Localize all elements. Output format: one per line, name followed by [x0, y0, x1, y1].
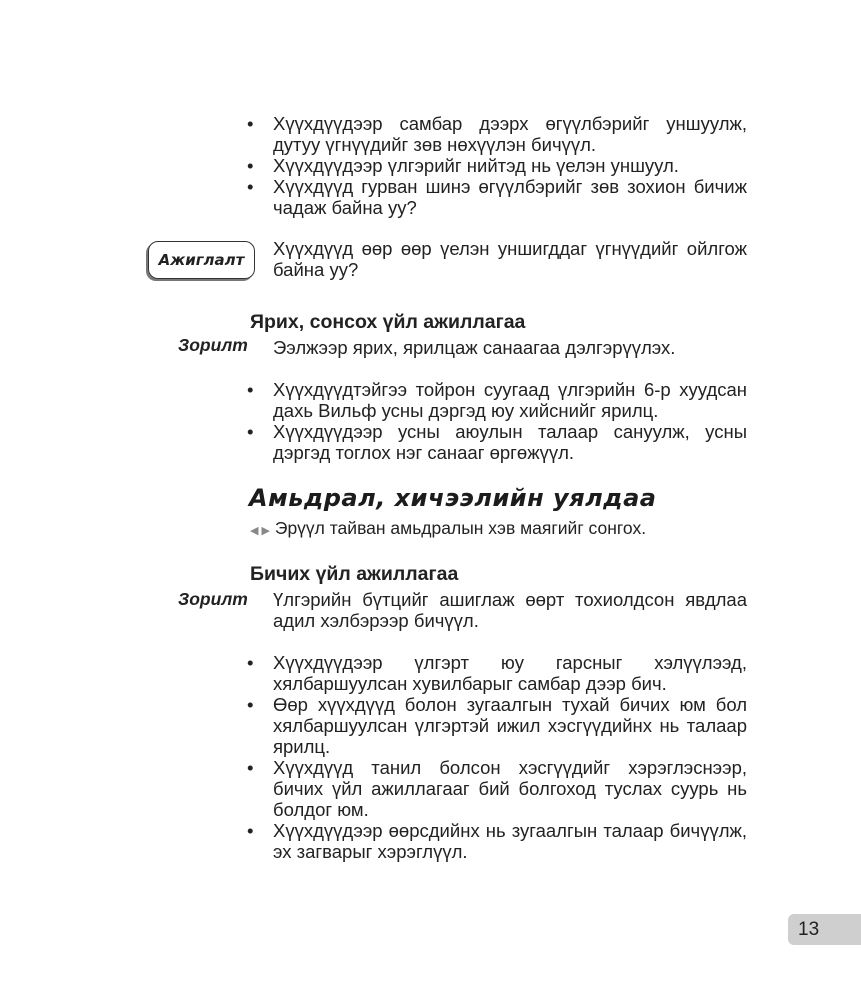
speaking-bullet-list	[247, 379, 747, 463]
life-connection-title: Амьдрал, хичээлийн уялдаа	[249, 484, 657, 512]
page-number-tab	[788, 914, 861, 945]
bullet-icon: •	[247, 820, 254, 841]
bullet-icon: •	[247, 421, 254, 442]
bullet-icon: •	[247, 757, 254, 778]
speaking-goal-label: Зорилт	[178, 335, 248, 355]
bullet-icon: •	[247, 176, 254, 197]
writing-bullet-list	[247, 652, 747, 862]
list-item: • Хүүхдүүдээр үлгэрийг нийтэд нь үелэн уншуул.	[247, 155, 679, 176]
list-item: • Хүүхдүүд танил болсон хэсгүүдийг хэрэглэснээр, бичих үйл ажиллагааг бий болгоход туслах суурь нь болдог юм.	[247, 757, 747, 820]
bullet-icon: •	[247, 155, 254, 176]
speaking-goal-text: Ээлжээр ярих, ярилцаж санаагаа дэлгэрүүлэх.	[273, 337, 676, 358]
bullet-icon: •	[247, 379, 254, 400]
observation-text: Хүүхдүүд өөр өөр үелэн уншигддаг үгнүүдийг ойлгож байна уу?	[273, 238, 747, 280]
life-connection-line	[250, 517, 646, 542]
list-item: • Хүүхдүүдээр өөрсдийнх нь зугаалгын талаар бичүүлж, эх загварыг хэрэглүүл.	[247, 820, 747, 862]
speaking-heading: Ярих, сонсох үйл ажиллагаа	[250, 311, 526, 333]
list-item: • Хүүхдүүдтэйгээ тойрон суугаад үлгэрийн 6-р хуудсан дахь Вильф усны дэргэд юу хийснийг ярилц.	[247, 379, 747, 421]
writing-goal-label: Зорилт	[178, 589, 248, 609]
bullet-icon: •	[247, 652, 254, 673]
list-item: • Өөр хүүхдүүд болон зугаалгын тухай бичих юм бол хялбаршуулсан үлгэртэй ижил хэсгүүдийнх нь талаар ярилц.	[247, 694, 747, 757]
list-item: • Хүүхдүүд гурван шинэ өгүүлбэрийг зөв зохион бичиж чадаж байна уу?	[247, 176, 747, 218]
writing-goal-text: Үлгэрийн бүтцийг ашиглаж өөрт тохиолдсон явдлаа адил хэлбэрээр бичүүл.	[273, 589, 747, 631]
page-number: 13	[798, 918, 820, 940]
arrows-icon: ◀ ▶	[250, 525, 270, 537]
list-item: • Хүүхдүүдээр самбар дээрх өгүүлбэрийг уншуулж, дутуу үгнүүдийг зөв нөхүүлэн бичүүл.	[247, 113, 747, 155]
life-connection-text: Эрүүл тайван амьдралын хэв маягийг сонгох.	[274, 518, 647, 538]
list-item: • Хүүхдүүдээр үлгэрт юу гарсныг хэлүүлээд, хялбаршуулсан хувилбарыг самбар дээр бич.	[247, 652, 747, 694]
bullet-icon: •	[247, 694, 254, 715]
observation-badge	[148, 241, 255, 279]
writing-heading: Бичих үйл ажиллагаа	[250, 563, 459, 585]
bullet-icon: •	[247, 113, 254, 134]
list-item: • Хүүхдүүдээр усны аюулын талаар сануулж, усны дэргэд тоглох нэг санааг өргөжүүл.	[247, 421, 747, 463]
top-bullet-list	[247, 113, 747, 218]
observation-label: Ажиглалт	[158, 251, 245, 269]
